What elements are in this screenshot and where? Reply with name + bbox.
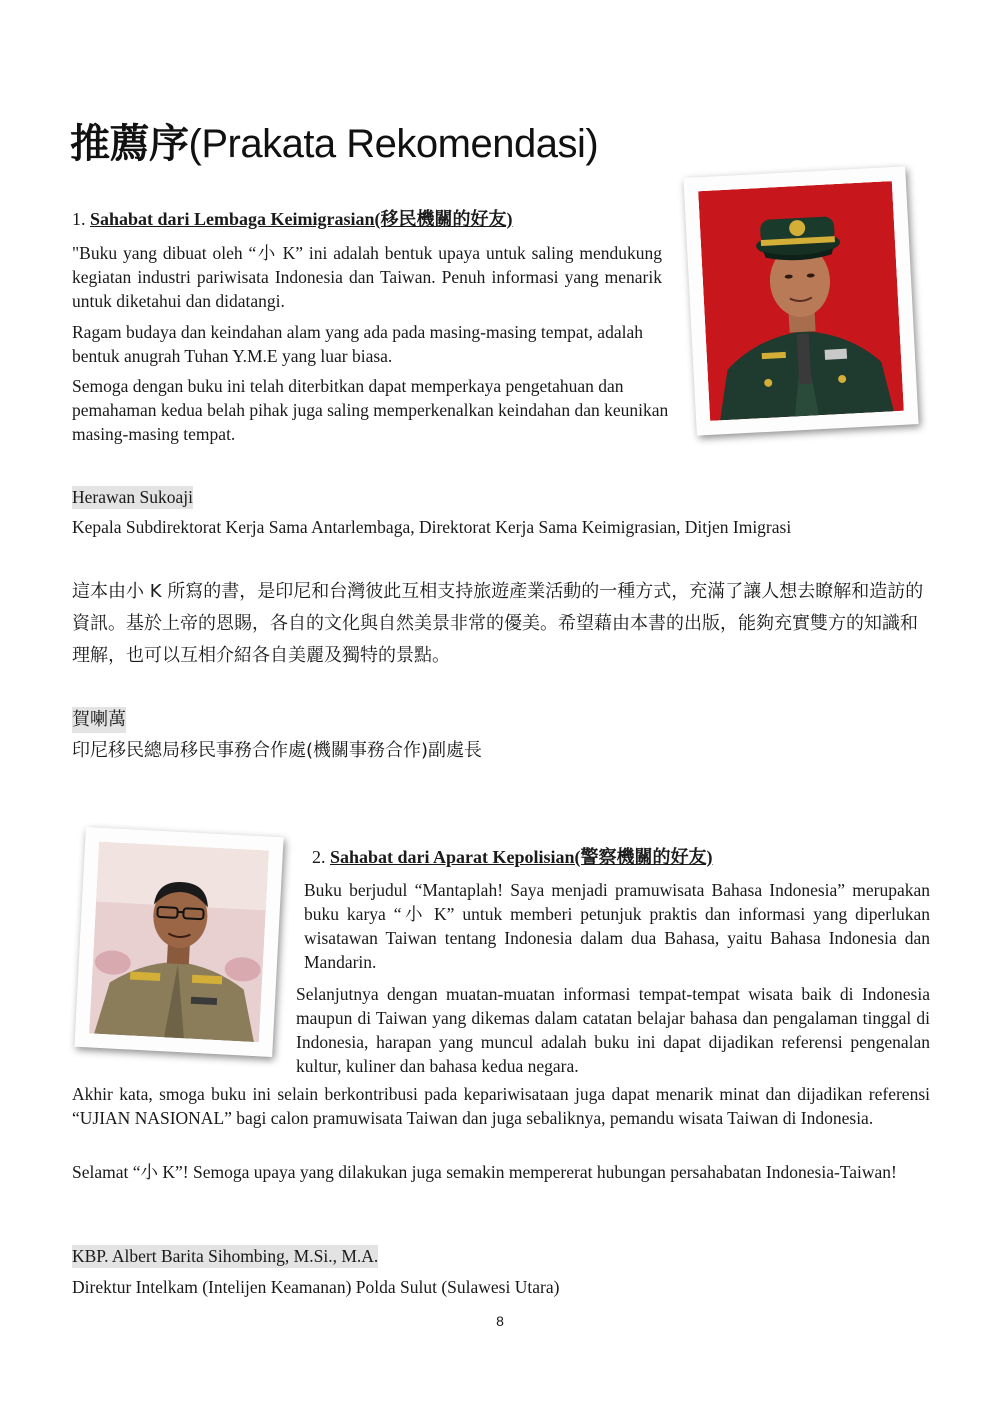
section1-zh-signer-name: 賀喇萬 [72,707,126,733]
officer-photo-2-image [89,842,269,1043]
section1-signer-role: Kepala Subdirektorat Kerja Sama Antarlembaga, Direktorat Kerja Sama Keimigrasian, Ditjen Imigrasi [72,517,792,537]
police-officer-portrait [89,842,269,1043]
section2-heading [312,843,713,869]
immigration-officer-portrait [698,181,904,421]
section2-heading-text: Sahabat dari Aparat Kepolisian(警察機關的好友) [330,847,713,867]
officer-photo-1 [683,166,918,435]
officer-photo-2 [74,827,283,1057]
section1-heading [72,205,513,231]
section1-number: 1. [72,209,86,229]
page-title-cjk: 推薦序 [70,121,189,167]
section2-paragraph-4: Selamat “小 K”! Semoga upaya yang dilakukan juga semakin mempererat hubungan persahabatan Indonesia-Taiwan! [72,1162,897,1182]
section1-zh-paragraph: 這本由小 K 所寫的書，是印尼和台灣彼此互相支持旅遊產業活動的一種方式，充滿了讓人想去瞭解和造訪的資訊。基於上帝的恩賜，各自的文化與自然美景非常的優美。希望藉由本書的出版，能夠充實雙方的知識和理解，也可以互相介紹各自美麗及獨特的景點。 [72,581,924,666]
section1-paragraph-3: Semoga dengan buku ini telah diterbitkan dapat memperkaya pengetahuan dan pemahaman kedua belah pihak juga saling memperkenalkan keindahan dan keunikan masing-masing tempat. [72,376,669,444]
section1-paragraph-2: Ragam budaya dan keindahan alam yang ada pada masing-masing tempat, adalah bentuk anugrah Tuhan Y.M.E yang luar biasa. [72,322,643,366]
section1-paragraph-1: "Buku yang dibuat oleh “小 K” ini adalah bentuk upaya untuk saling mendukung kegiatan industri pariwisata Indonesia dan Taiwan. Penuh informasi yang menarik untuk diketahui dan didatangi. [72,243,662,311]
section2-signer-name: KBP. Albert Barita Sihombing, M.Si., M.A. [72,1246,379,1266]
page-title-latin: (Prakata Rekomendasi) [188,122,599,166]
page-title [70,112,598,169]
section2-paragraph-3: Akhir kata, smoga buku ini selain berkontribusi pada kepariwisataan juga dapat menarik minat dan dijadikan referensi “UJIAN NASIONAL” bagi calon pramuwisata Taiwan dan juga sebaliknya, pemandu wisata Taiwan di Indonesia. [72,1084,930,1128]
section2-signer-role: Direktur Intelkam (Intelijen Keamanan) Polda Sulut (Sulawesi Utara) [72,1277,560,1297]
section1-signer-name: Herawan Sukoaji [72,487,194,507]
section1-heading-text: Sahabat dari Lembaga Keimigrasian(移民機關的好友) [90,209,513,229]
section1-zh-signer [72,707,126,733]
officer-photo-1-image [698,181,904,421]
section2-paragraph-1: Buku berjudul “Mantaplah! Saya menjadi pramuwisata Bahasa Indonesia” merupakan buku karya “小 K” untuk memberi petunjuk praktis dan informasi yang diperlukan wisatawan Taiwan tentang Indonesia dalam dua Bahasa, yaitu Bahasa Indonesia dan Mandarin. [304,880,930,972]
section2-number: 2. [312,847,326,867]
section2-paragraph-2: Selanjutnya dengan muatan-muatan informasi tempat-tempat wisata baik di Indonesia maupun di Taiwan yang dikemas dalam catatan belajar bahasa dan pengalaman tinggal di Indonesia, harapan yang muncul adalah buku ini dapat dijadikan referensi pengenalan kultur, kuliner dan bahasa kedua negara. [296,984,930,1076]
section1-signer [72,486,193,509]
page-number: 8 [496,1313,504,1329]
section1-zh-signer-role: 印尼移民總局移民事務合作處(機關事務合作)副處長 [72,740,483,761]
section2-signer [72,1245,378,1268]
